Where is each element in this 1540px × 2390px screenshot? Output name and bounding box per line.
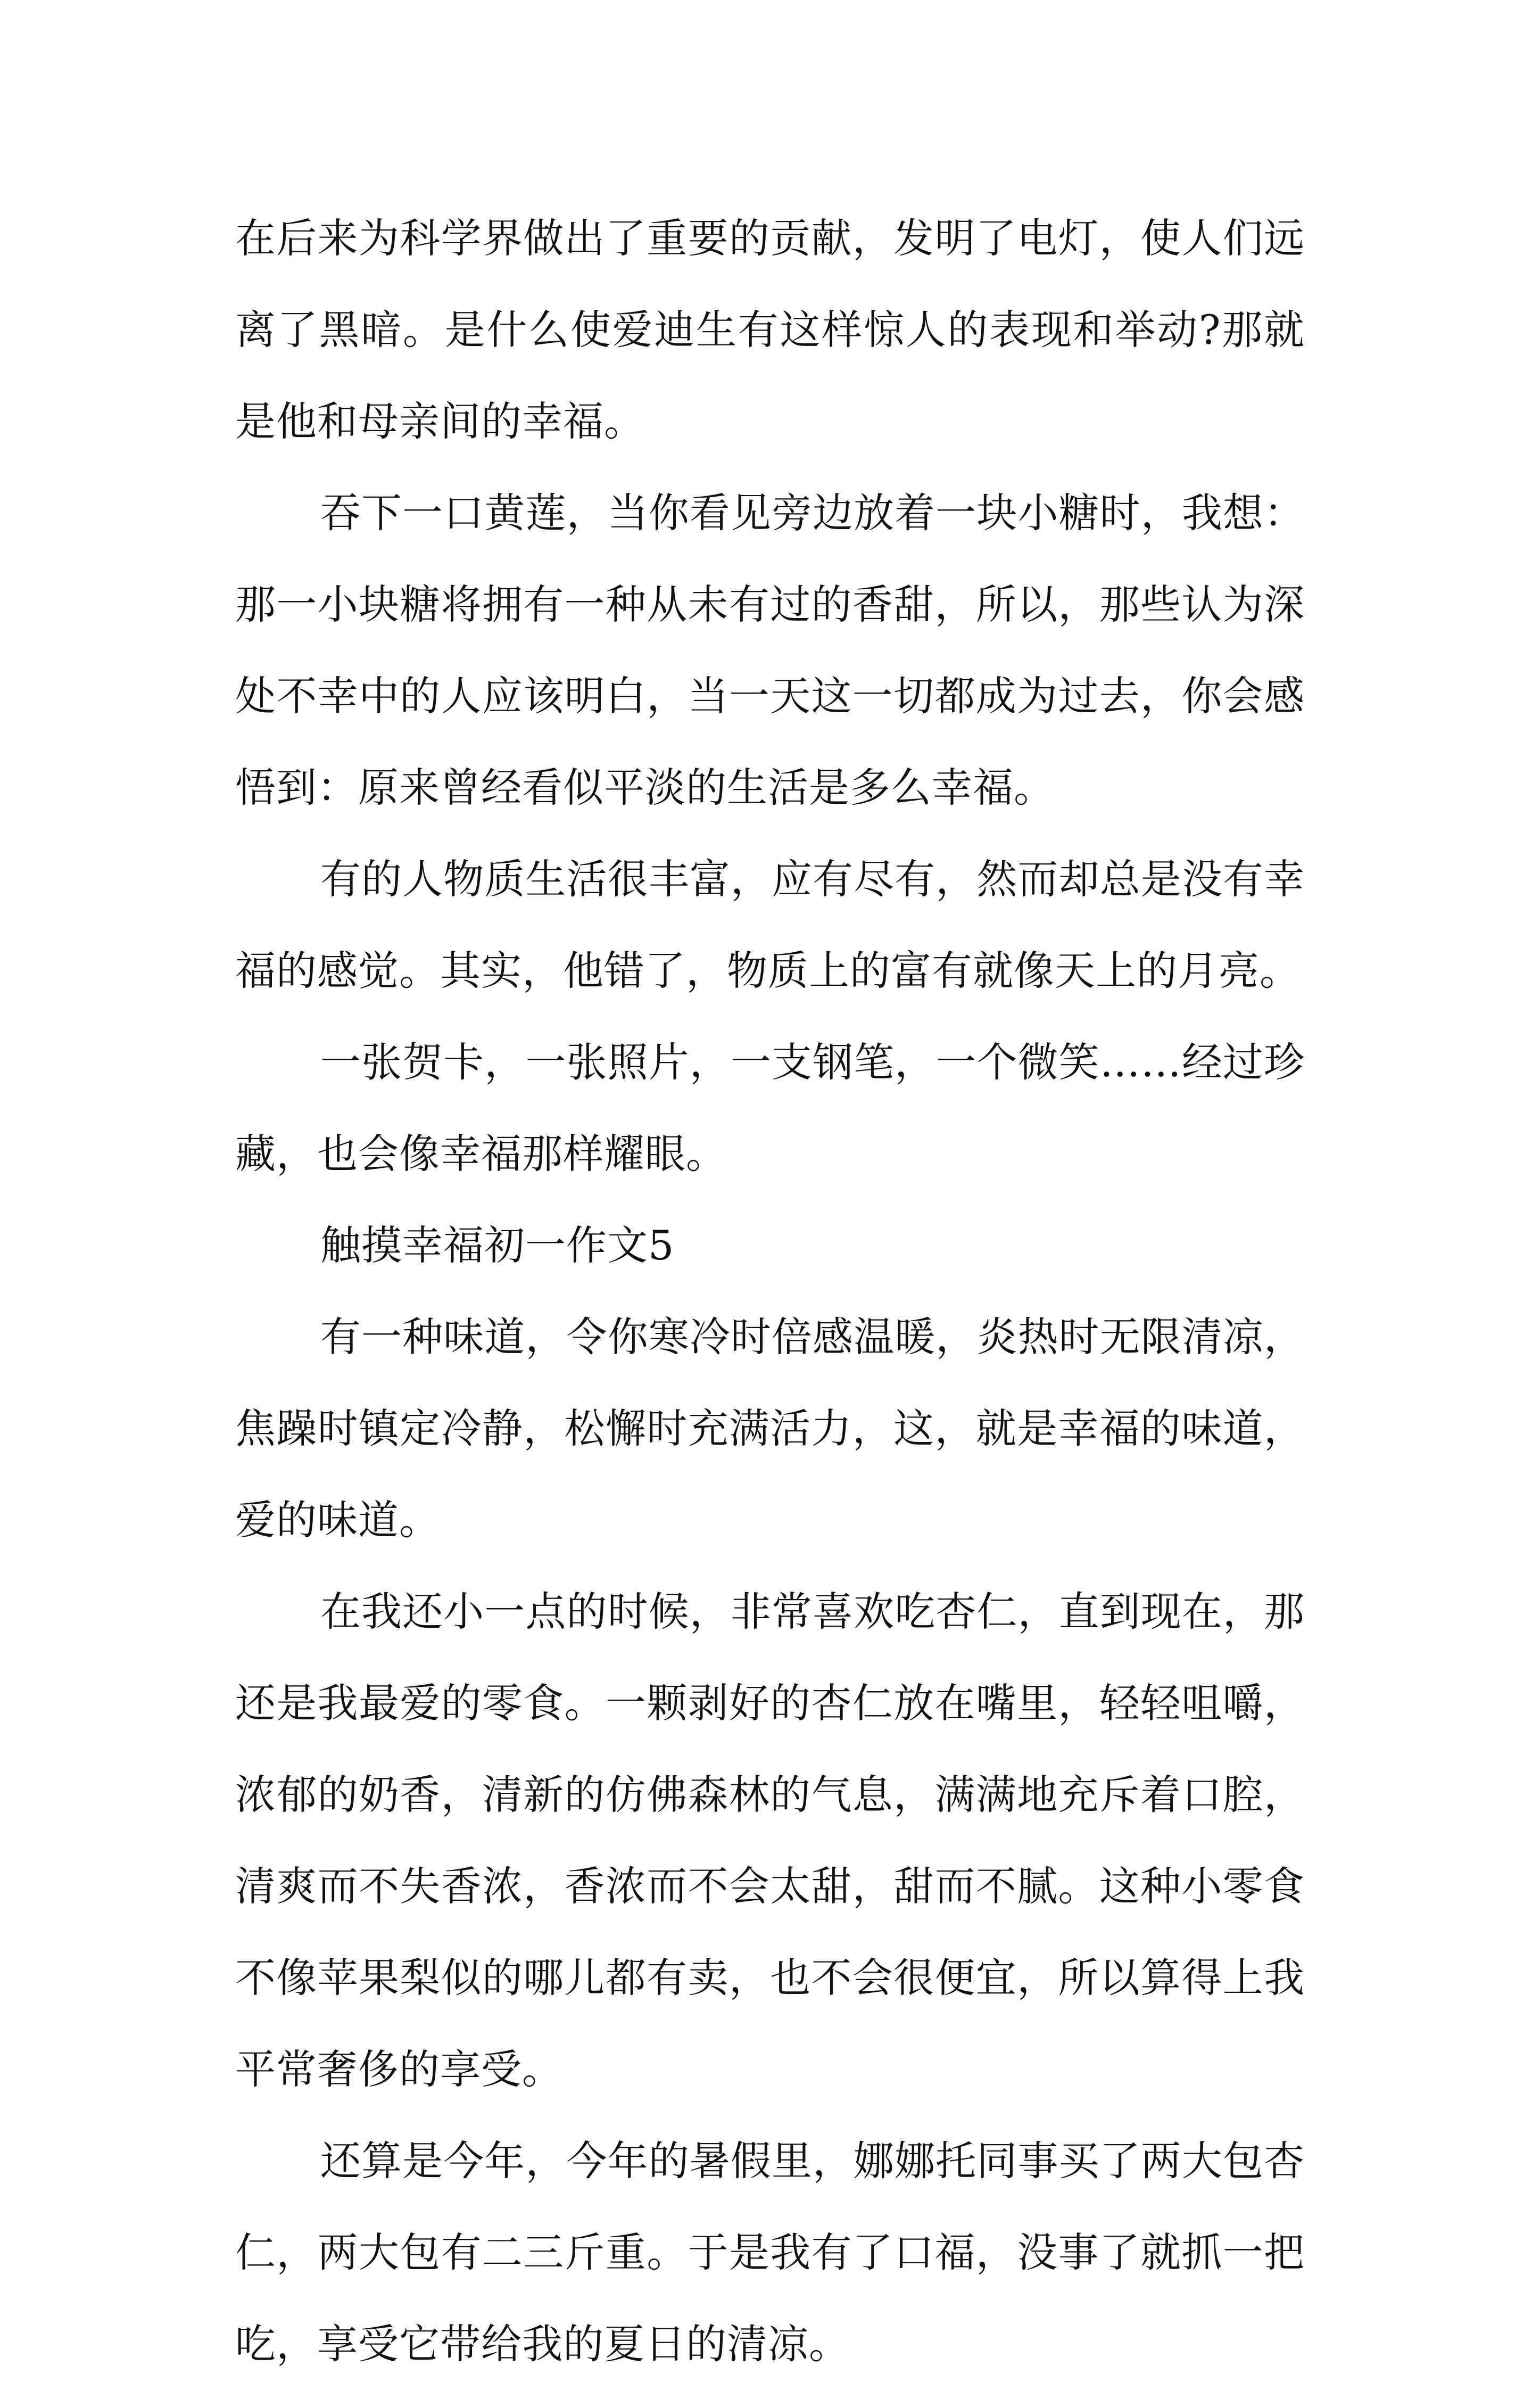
paragraph-summer: 还算是今年，今年的暑假里，娜娜托同事买了两大包杏仁，两大包有二三斤重。于是我有了口福，没事了就抓一把吃，享受它带给我的夏日的清凉。 <box>235 2137 1305 2368</box>
paragraph-taste-of-happiness: 有一种味道，令你寒冷时倍感温暖，炎热时无限清凉，焦躁时镇定冷静，松懈时充满活力，这，就是幸福的味道，爱的味道。 <box>235 1313 1305 1544</box>
paragraph-edison: 在后来为科学界做出了重要的贡献，发明了电灯，使人们远离了黑暗。是什么使爱迪生有这样惊人的表现和举动?那就是他和母亲间的幸福。 <box>235 215 1305 445</box>
paragraph-almonds: 在我还小一点的时候，非常喜欢吃杏仁，直到现在，那还是我最爱的零食。一颗剥好的杏仁放在嘴里，轻轻咀嚼，浓郁的奶香，清新的仿佛森林的气息，满满地充斥着口腔，清爽而不失香浓，香浓而不会太甜，甜而不腻。这种小零食不像苹果梨似的哪儿都有卖，也不会很便宜，所以算得上我平常奢侈的享受。 <box>235 1588 1305 2093</box>
document-body <box>235 193 1305 2390</box>
paragraph-material-wealth: 有的人物质生活很丰富，应有尽有，然而却总是没有幸福的感觉。其实，他错了，物质上的富有就像天上的月亮。 <box>235 855 1305 994</box>
paragraph-keepsakes: 一张贺卡，一张照片，一支钢笔，一个微笑……经过珍藏，也会像幸福那样耀眼。 <box>235 1039 1305 1177</box>
paragraph-bitter-sweet: 吞下一口黄莲，当你看见旁边放着一块小糖时，我想：那一小块糖将拥有一种从未有过的香甜，所以，那些认为深处不幸中的人应该明白，当一天这一切都成为过去，你会感悟到：原来曾经看似平淡的生活是多么幸福。 <box>235 489 1305 811</box>
section-heading: 触摸幸福初一作文5 <box>320 1222 675 1269</box>
